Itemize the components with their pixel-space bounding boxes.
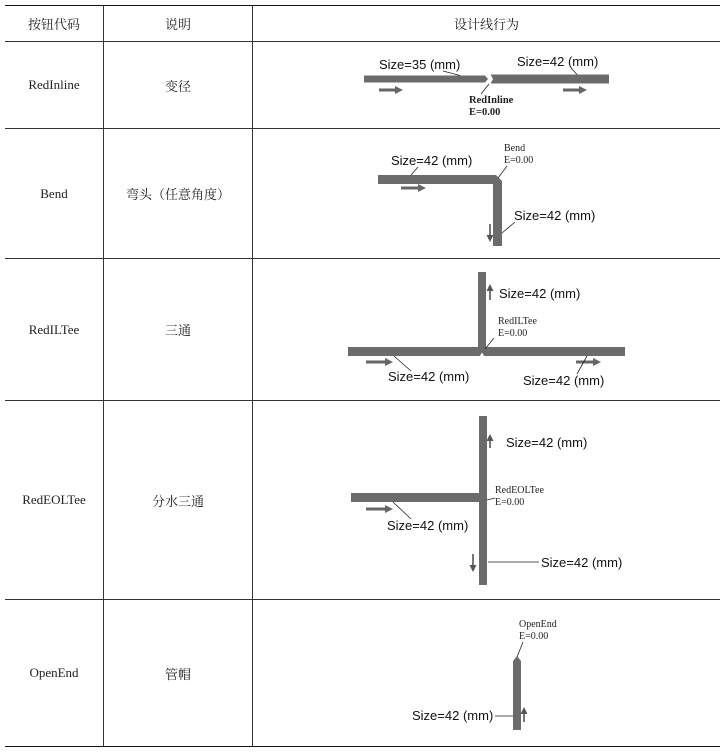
row-diagram-cell-redeoltee [252, 400, 720, 599]
elevation-label: E=0.00 [469, 107, 501, 118]
fitting-tag: Bend [504, 143, 526, 154]
row-desc-redeoltee: 分水三通 [103, 400, 252, 599]
row-desc-bend: 弯头（任意角度） [103, 128, 252, 258]
row-desc-openend: 管帽 [103, 599, 252, 746]
size-label: Size=42 (mm) [541, 555, 623, 570]
flow-arrow-right-icon [379, 86, 403, 94]
row-diagram-cell-openend [252, 599, 720, 746]
bend-diagram [253, 129, 720, 258]
leader-line [498, 166, 507, 178]
size-label: Size=42 (mm) [391, 153, 473, 168]
row-desc-rediltee: 三通 [103, 258, 252, 400]
leader-line [481, 84, 489, 94]
pipe-branch [351, 493, 487, 502]
pipe-main [348, 347, 625, 356]
row-code-rediltee: RedILTee [5, 258, 103, 400]
size-label: Size=42 (mm) [388, 369, 470, 384]
header-button-code: 按钮代码 [27, 18, 80, 33]
row-desc-redinline: 变径 [103, 41, 252, 128]
pipe-segment-small [364, 76, 488, 83]
flow-arrow-up-icon [487, 434, 494, 448]
fitting-tag: RedEOLTee [495, 485, 544, 496]
leader-line [502, 222, 515, 233]
row-diagram-cell-rediltee [252, 258, 720, 400]
size-label: Size=42 (mm) [523, 373, 605, 388]
header-description: 说明 [103, 6, 252, 41]
size-label: Size=42 (mm) [517, 54, 599, 69]
flow-arrow-up-icon [521, 707, 528, 722]
row-diagram-cell-bend [252, 128, 720, 258]
row-code-openend: OpenEnd [5, 599, 103, 746]
pipe-bend [378, 175, 502, 246]
elevation-label: E=0.00 [504, 155, 534, 166]
flow-arrow-right-icon [366, 358, 393, 366]
elevation-label: E=0.00 [519, 631, 549, 642]
size-label: Size=42 (mm) [499, 286, 581, 301]
leader-line [577, 356, 587, 374]
flow-arrow-down-icon [470, 554, 477, 572]
leader-line [411, 167, 418, 175]
row-code-redinline: RedInline [5, 41, 103, 128]
row-code-redeoltee: RedEOLTee [5, 400, 103, 599]
fitting-tag: OpenEnd [519, 619, 557, 630]
flow-arrow-right-icon [366, 505, 393, 513]
button-code-table [5, 5, 720, 747]
row-diagram-cell-redinline [252, 41, 720, 128]
redinline-diagram [253, 42, 720, 128]
row-code-bend: Bend [5, 128, 103, 258]
fitting-tag: RedILTee [498, 316, 537, 327]
elevation-label: E=0.00 [498, 328, 528, 339]
header-design-line-behavior: 设计线行为 [252, 6, 720, 41]
flow-arrow-right-icon [576, 358, 601, 366]
pipe-branch [478, 272, 486, 347]
rediltee-diagram [253, 259, 720, 400]
size-label: Size=42 (mm) [387, 518, 469, 533]
flow-arrow-up-icon [487, 284, 494, 300]
size-label: Size=42 (mm) [514, 208, 596, 223]
leader-line [393, 502, 411, 519]
size-label: Size=42 (mm) [506, 435, 588, 450]
openend-diagram [253, 600, 720, 746]
flow-arrow-right-icon [563, 86, 587, 94]
pipe-capped [513, 656, 521, 730]
size-label: Size=35 (mm) [379, 57, 461, 72]
flow-arrow-down-icon [487, 224, 494, 242]
leader-line [487, 498, 495, 500]
flow-arrow-right-icon [401, 184, 426, 192]
leader-line [517, 642, 523, 657]
elevation-label: E=0.00 [495, 497, 525, 508]
fitting-tag: RedInline [469, 95, 514, 106]
size-label: Size=42 (mm) [412, 708, 494, 723]
redeoltee-diagram [253, 401, 720, 599]
pipe-segment-large [491, 75, 610, 84]
